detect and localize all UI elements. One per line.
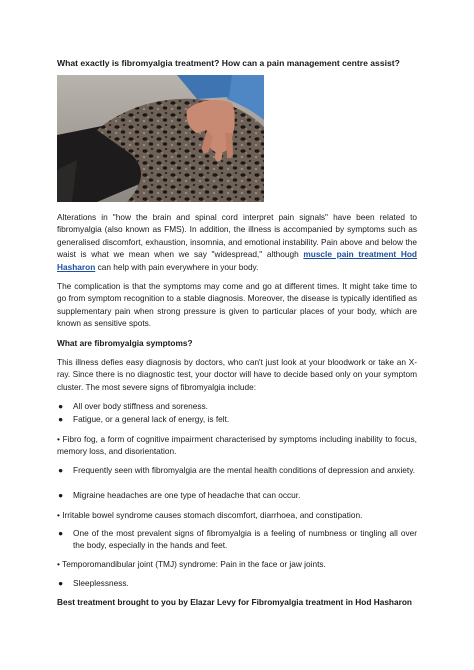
complication-paragraph: The complication is that the symptoms may come and go at different times. It might take time to go from symptom recognition to a stable diagnosis. Moreover, the disease is typically identified as supplementary pain when strong pressure is given to particular places of your body, which are known as sensitive spots. <box>57 281 417 329</box>
bullet-icon: ● <box>58 465 64 475</box>
bullet-icon: ● <box>58 578 64 588</box>
list-item <box>57 577 417 589</box>
list-item <box>57 413 417 425</box>
list-item-text: Frequently seen with fibromyalgia are the mental health conditions of depression and anxiety. <box>73 465 416 475</box>
bullet-icon: ● <box>58 414 64 424</box>
bullet-icon: ● <box>58 490 64 500</box>
muscle-pain-treatment-link[interactable]: muscle pain treatment Hod Hasharon <box>57 249 417 272</box>
intro-paragraph <box>57 211 417 273</box>
page-title: What exactly is fibromyalgia treatment? How can a pain management centre assist? <box>57 58 400 68</box>
photo-illustration <box>57 75 264 202</box>
knee-pain-photo <box>57 75 264 202</box>
list-item <box>57 527 417 552</box>
ibs-paragraph: • Irritable bowel syndrome causes stomach discomfort, diarrhoea, and constipation. <box>57 510 363 520</box>
diagnosis-paragraph: This illness defies easy diagnosis by doctors, who can't just look at your bloodwork or take an X-ray. Since there is no diagnostic test, your doctor will have to decide based only on your symptom cluster. The most severe signs of fibromyalgia include: <box>57 357 417 392</box>
intro-text-start: Alterations in "how the brain and spinal cord interpret pain signals" have been related to fibromyalgia (also known as FMS). In addition, the illness is accompanied by symptoms such as generalised discomfort, exhaustion, insomnia, and emotional instability. Pain above and below the waist is what we mean when we say "widespread," although <box>57 212 417 260</box>
list-item <box>57 464 417 476</box>
symptoms-heading: What are fibromyalgia symptoms? <box>57 338 193 348</box>
list-item-text: Fatigue, or a general lack of energy, is felt. <box>73 414 230 424</box>
bullet-icon: ● <box>58 401 64 411</box>
list-item-text: One of the most prevalent signs of fibromyalgia is a feeling of numbness or tingling all over the body, especially in the hands and feet. <box>73 528 417 551</box>
list-item-text: Sleeplessness. <box>73 578 129 588</box>
list-item-text: Migraine headaches are one type of headache that can occur. <box>73 490 301 500</box>
closing-heading: Best treatment brought to you by Elazar Levy for Fibromyalgia treatment in Hod Hasharon <box>57 597 412 607</box>
list-item-text: All over body stiffness and soreness. <box>73 401 208 411</box>
fibro-fog-paragraph: • Fibro fog, a form of cognitive impairment characterised by symptoms including inability to focus, memory loss, and disorientation. <box>57 434 417 457</box>
list-item <box>57 400 417 412</box>
tmj-paragraph: • Temporomandibular joint (TMJ) syndrome: Pain in the face or jaw joints. <box>57 559 326 569</box>
intro-text-end: can help with pain everywhere in your body. <box>95 261 259 272</box>
bullet-icon: ● <box>58 528 64 538</box>
list-item <box>57 489 417 501</box>
